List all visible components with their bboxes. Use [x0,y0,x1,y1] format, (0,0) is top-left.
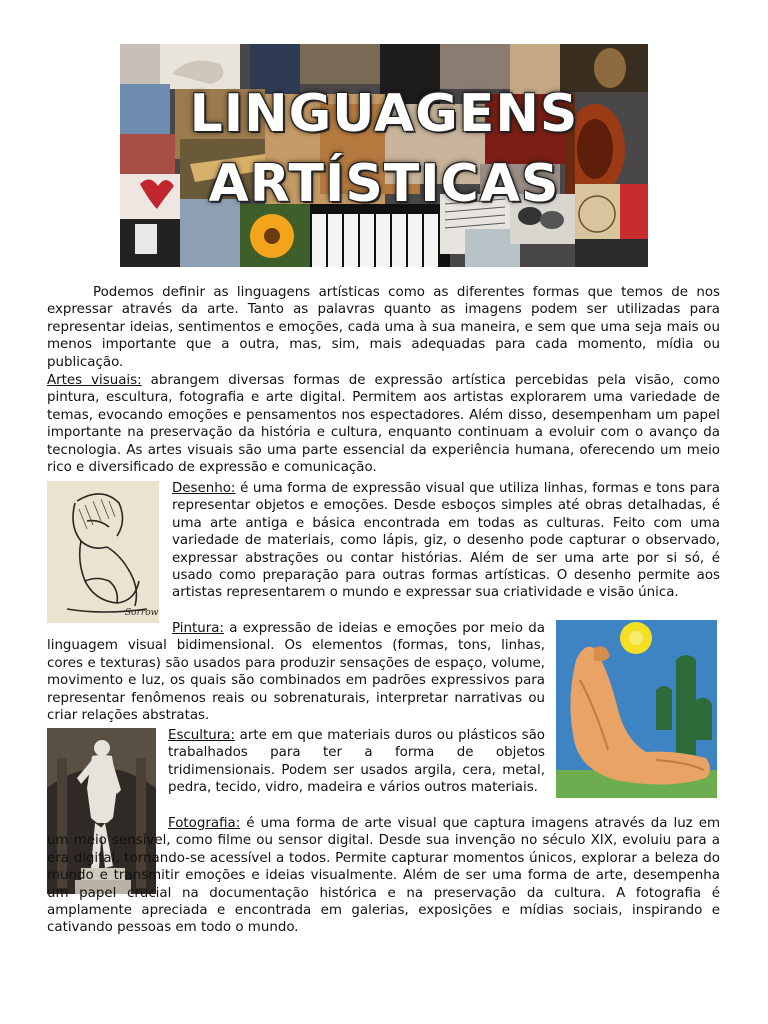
fotografia-text: é uma forma de arte visual que captura imagens através da luz em um meio sensível, como filme ou sensor digital. Desde sua invenção no século XIX, evoluiu para a era digital, tornando-se acessível a todos. Permite capturar momentos únicos, explorar a beleza do mundo e transmitir emoções e ideias visualmente. Além de ser uma forma de arte, desempenha um papel crucial na documentação histórica e na preservação da cultura. A fotografia é amplamente apreciada e encontrada em galerias, exposições e mídias sociais, inspirando e cativando pessoas em todo o mundo. [47,816,720,936]
fotografia-section [47,815,720,937]
sorrow-drawing-graphic [47,481,159,623]
desenho-signature: Sorrow [125,608,159,618]
escultura-section [168,727,545,797]
fotografia-heading: Fotografia: [168,816,241,831]
escultura-heading: Escultura: [168,728,235,743]
artes-visuais-section [47,372,720,476]
banner-title-line2: ARTÍSTICAS [208,154,560,214]
desenho-image [47,481,159,623]
intro-text: Podemos definir as linguagens artísticas como as diferentes formas que temos de nos expressar através da arte. Tanto as palavras quanto as imagens podem ser utilizadas para representar ideias, sentimentos e emoções, cada uma à sua maneira, e sem que uma seja mais ou menos importante que a outra, mas, sim, mais adequadas para cada momento, mídia ou publicação. [47,285,720,370]
banner-title-line1: LINGUAGENS [189,84,579,144]
desenho-text: é uma forma de expressão visual que utiliza linhas, formas e tons para representar objetos e emoções. Desde esboços simples até obras detalhadas, é uma arte antiga e básica encontrada em todas as culturas. Feito com uma variedade de materiais, como lápis, giz, o desenho pode capturar o observado, expressar abstrações ou contar histórias. Além de ser uma arte por si só, é usado como preparação para outras formas artísticas. O desenho permite aos artistas representarem o mundo e expressar sua criatividade e visão única. [172,481,721,601]
artes-visuais-heading: Artes visuais: [47,373,142,388]
banner-collage-image [120,44,648,267]
pintura-heading: Pintura: [172,621,224,636]
pintura-text: a expressão de ideias e emoções por meio da linguagem visual bidimensional. Os elementos (formas, tons, linhas, cores e texturas) são usados para produzir sensações de espaço, volume, movimento e luz, os quais são combinados em padrões expressivos para representar fenômenos reais ou sobrenaturais, interpretar narrativas ou criar relações abstratas. [47,621,545,724]
abaporu-graphic [556,620,717,798]
desenho-section [172,480,720,602]
escultura-text: arte em que materiais duros ou plásticos são trabalhados para ter a forma de objetos tridimensionais. Podem ser usados argila, cera, metal, pedra, tecido, vidro, madeira e vários outros materiais. [168,728,545,796]
intro-paragraph [47,284,720,371]
desenho-heading: Desenho: [172,481,236,496]
pintura-section [47,620,545,724]
pintura-image [556,620,717,798]
artes-visuais-text: abrangem diversas formas de expressão artística percebidas pela visão, como pintura, escultura, fotografia e arte digital. Permitem aos artistas explorarem uma variedade de temas, evocando emoções e pensamentos nos espectadores. Além disso, desempenham um papel importante na preservação da história e cultura, enquanto continuam a evoluir com o avanço da tecnologia. As artes visuais são uma parte essencial da experiência humana, oferecendo um meio rico e diversificado de expressão e comunicação. [47,373,720,476]
